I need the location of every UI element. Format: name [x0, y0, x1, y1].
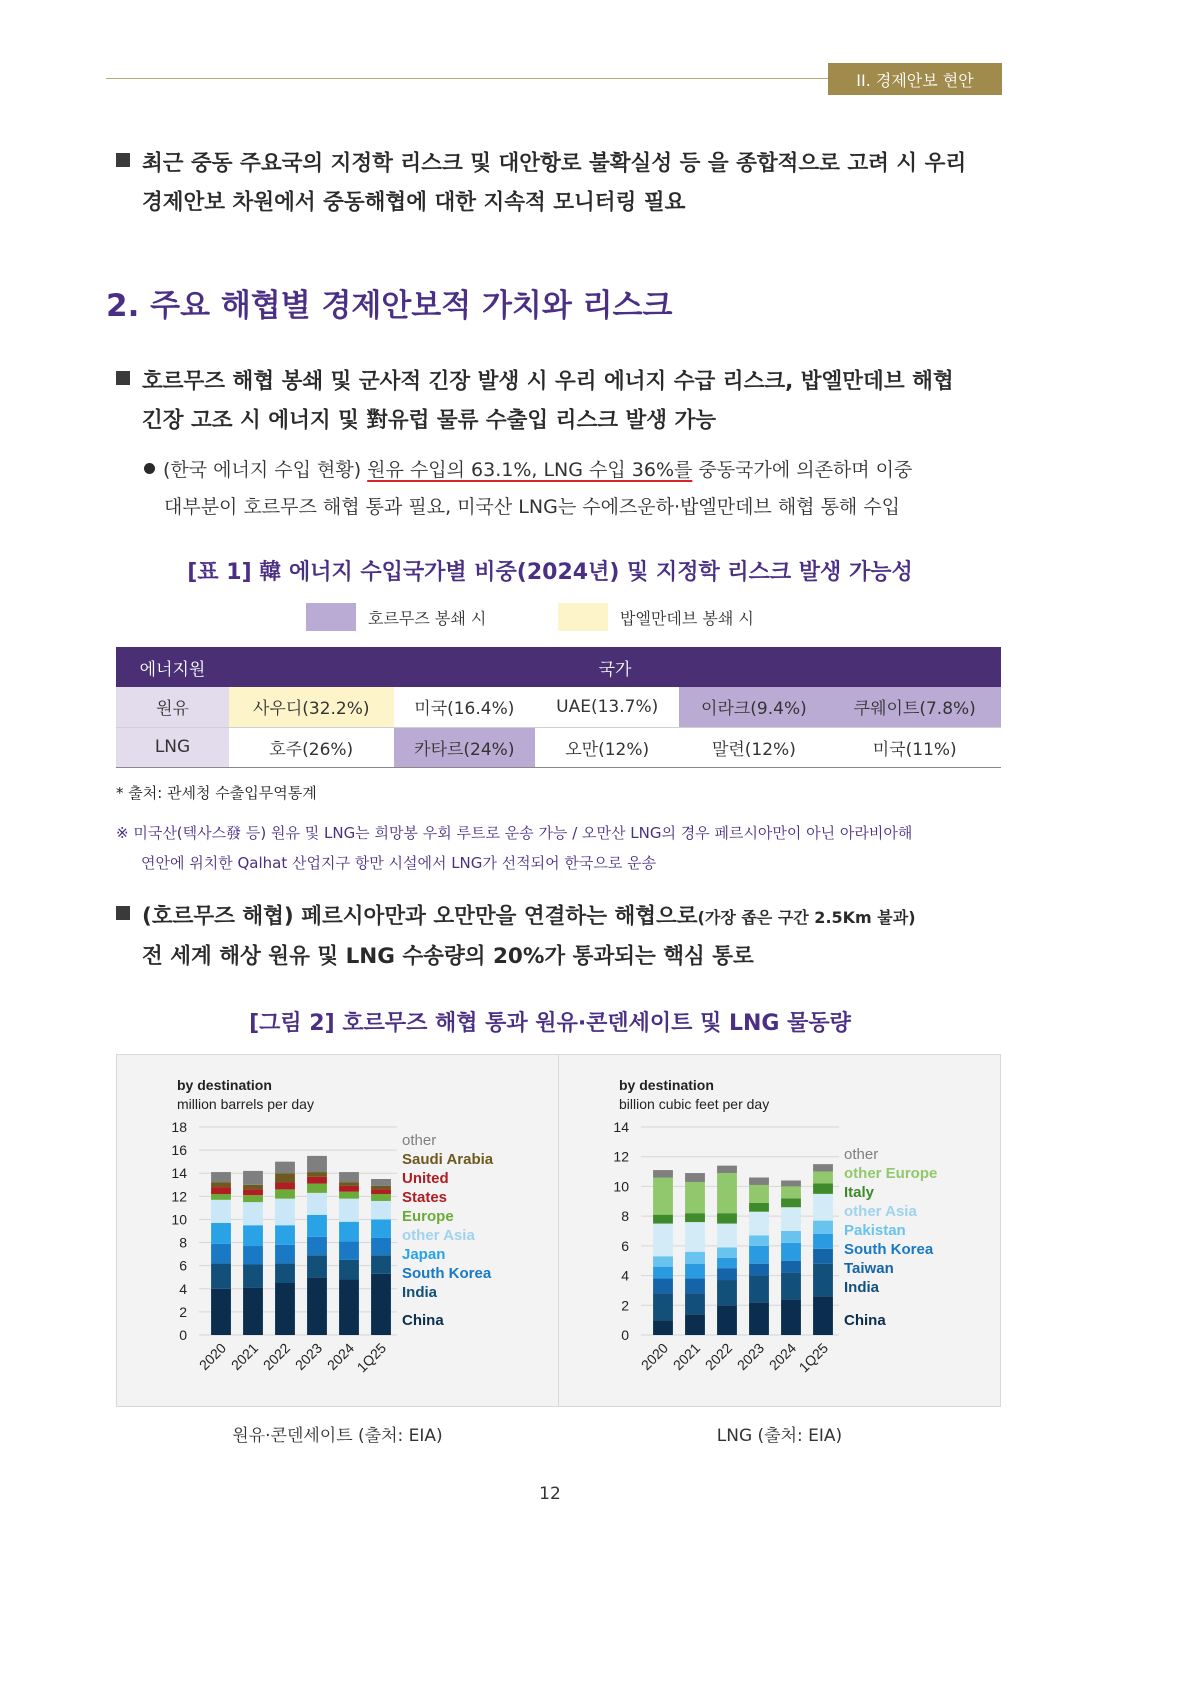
bullet-hormuz-strait: [116, 897, 1006, 976]
y-tick-label: 0: [621, 1327, 629, 1343]
bar-segment: [653, 1293, 673, 1320]
bar-segment: [653, 1256, 673, 1266]
bar-segment: [685, 1173, 705, 1182]
legend-swatch-hormuz: [306, 603, 356, 631]
y-tick-label: 12: [613, 1148, 629, 1165]
legend-label: Saudi Arabia: [402, 1151, 494, 1168]
bar-segment: [749, 1212, 769, 1236]
bar-segment: [781, 1186, 801, 1198]
bar-segment: [243, 1225, 263, 1246]
bar-segment: [813, 1249, 833, 1264]
lng-chart-panel: [558, 1054, 1001, 1407]
bar-segment: [371, 1238, 391, 1255]
legend-label: Taiwan: [844, 1260, 894, 1277]
bar-segment: [781, 1207, 801, 1231]
bar-segment: [781, 1198, 801, 1207]
bar-segment: [275, 1283, 295, 1335]
bar-segment: [749, 1302, 769, 1335]
bar-segment: [371, 1274, 391, 1335]
bar-segment: [307, 1156, 327, 1172]
header-rule: [106, 78, 828, 79]
remark-line-1: ※ 미국산(텍사스發 등) 원유 및 LNG는 희망봉 우회 루트로 운송 가능 / 오만산 LNG의 경우 페르시아만이 아닌 아라비아해: [116, 824, 913, 842]
dot-bullet-icon: [144, 463, 155, 474]
square-bullet-icon: [116, 906, 130, 920]
bar-segment: [243, 1171, 263, 1185]
bar-segment: [781, 1299, 801, 1335]
bar-segment: [211, 1289, 231, 1335]
bar-segment: [275, 1245, 295, 1263]
intro-line-2: 경제안보 차원에서 중동해협에 대한 지속적 모니터링 필요: [142, 190, 686, 215]
x-tick-label: 2022: [701, 1339, 736, 1374]
square-bullet-icon: [116, 371, 130, 385]
legend-label: India: [402, 1284, 438, 1301]
figure-caption: [그림 2] 호르무즈 해협 통과 원유·콘덴세이트 및 LNG 물동량: [249, 1011, 851, 1036]
bar-segment: [749, 1264, 769, 1276]
legend-label: Italy: [844, 1184, 875, 1201]
bar-segment: [749, 1203, 769, 1212]
bar-segment: [211, 1200, 231, 1223]
y-tick-label: 18: [171, 1119, 187, 1135]
bar-segment: [275, 1162, 295, 1174]
x-tick-label: 2024: [765, 1339, 800, 1374]
bar-segment: [339, 1222, 359, 1242]
sub1-underlined: 원유 수입의 63.1%, LNG 수입 36%를: [367, 459, 693, 481]
bar-segment: [685, 1182, 705, 1213]
bar-segment: [653, 1267, 673, 1279]
section-tag: II. 경제안보 현안: [828, 63, 1002, 95]
bar-segment: [749, 1276, 769, 1303]
bar-segment: [211, 1187, 231, 1194]
bar-segment: [749, 1185, 769, 1203]
y-tick-label: 6: [621, 1237, 629, 1254]
bar-segment: [371, 1179, 391, 1186]
bar-segment: [717, 1268, 737, 1280]
bar-segment: [653, 1320, 673, 1335]
y-tick-label: 10: [613, 1178, 629, 1195]
table-remark: [116, 818, 912, 878]
bar-segment: [275, 1225, 295, 1245]
legend-label-hormuz: 호르무즈 봉쇄 시: [368, 608, 487, 628]
bar-segment: [685, 1314, 705, 1335]
bar-segment: [371, 1255, 391, 1273]
bar-segment: [211, 1172, 231, 1182]
bar-segment: [813, 1264, 833, 1297]
row-header-source: 원유: [116, 687, 229, 727]
y-tick-label: 6: [179, 1257, 187, 1274]
bar-segment: [339, 1192, 359, 1199]
bullet2-line-2: 전 세계 해상 원유 및 LNG 수송량의 20%가 통과되는 핵심 통로: [142, 944, 754, 969]
bar-segment: [339, 1199, 359, 1222]
bar-segment: [749, 1235, 769, 1245]
table-cell-country: 미국(11%): [829, 727, 1001, 767]
legend-swatch-babelmandeb: [558, 603, 608, 631]
square-bullet-icon: [116, 153, 130, 167]
bar-segment: [243, 1265, 263, 1288]
bar-segment: [211, 1194, 231, 1200]
intro-paragraph: [116, 144, 1006, 222]
legend-babelmandeb: [558, 603, 754, 631]
bullet1-line-2: 긴장 고조 시 에너지 및 對유럽 물류 수출입 리스크 발생 가능: [142, 408, 717, 433]
sub1-suffix: 중동국가에 의존하며 이중: [692, 459, 913, 481]
legend-label: other: [844, 1146, 879, 1163]
legend-hormuz: [306, 603, 486, 631]
table-cell-country: 말련(12%): [679, 727, 828, 767]
lng-chart-caption: LNG (출처: EIA): [716, 1426, 843, 1446]
x-tick-label: 2023: [733, 1339, 768, 1374]
y-tick-label: 4: [179, 1280, 187, 1297]
legend-label: other Asia: [844, 1203, 917, 1220]
bar-segment: [717, 1224, 737, 1248]
y-tick-label: 14: [613, 1119, 629, 1135]
bar-segment: [339, 1280, 359, 1335]
col-header-source: 에너지원: [116, 647, 229, 687]
bar-segment: [339, 1172, 359, 1182]
legend-label: United: [402, 1170, 449, 1187]
y-tick-label: 8: [179, 1234, 187, 1251]
table-cell-country: 미국(16.4%): [394, 687, 536, 727]
table-cell-country: 오만(12%): [535, 727, 679, 767]
y-tick-label: 16: [171, 1142, 187, 1159]
bar-segment: [653, 1178, 673, 1215]
bar-segment: [813, 1172, 833, 1184]
x-tick-label: 1Q25: [795, 1339, 832, 1376]
bar-segment: [813, 1194, 833, 1221]
bar-segment: [371, 1219, 391, 1237]
bar-segment: [813, 1183, 833, 1193]
bullet-hormuz-risk: [116, 362, 1006, 440]
y-tick-label: 0: [179, 1327, 187, 1343]
bar-segment: [371, 1186, 391, 1189]
y-tick-label: 2: [621, 1297, 629, 1314]
bar-segment: [339, 1241, 359, 1259]
y-tick-label: 12: [171, 1188, 187, 1205]
sub1-prefix: (한국 에너지 수입 현황): [163, 459, 368, 481]
legend-label: other Asia: [402, 1227, 475, 1244]
bar-segment: [243, 1189, 263, 1195]
crude-oil-chart-panel: [116, 1054, 559, 1407]
bar-segment: [211, 1263, 231, 1288]
bar-segment: [243, 1195, 263, 1202]
intro-line-1: 최근 중동 주요국의 지정학 리스크 및 대안항로 불확실성 등 을 종합적으로 고려 시 우리: [142, 151, 967, 176]
page-number: 12: [539, 1484, 561, 1504]
bar-segment: [685, 1252, 705, 1264]
bar-segment: [243, 1288, 263, 1335]
bar-segment: [781, 1180, 801, 1186]
x-tick-label: 2023: [291, 1339, 326, 1374]
bar-segment: [275, 1263, 295, 1283]
sub1-line-2: 대부분이 호르무즈 해협 통과 필요, 미국산 LNG는 수에즈운하·밥엘만데브 해협 통해 수입: [164, 496, 901, 518]
sub-bullet-energy-import: [144, 452, 1006, 526]
bar-segment: [717, 1258, 737, 1268]
bar-segment: [211, 1182, 231, 1187]
bar-segment: [813, 1234, 833, 1249]
bar-segment: [275, 1173, 295, 1182]
bar-segment: [717, 1166, 737, 1173]
bullet2-line-1-small: (가장 좁은 구간 2.5Km 불과): [697, 908, 916, 927]
bar-segment: [717, 1280, 737, 1305]
bar-segment: [371, 1194, 391, 1201]
table-cell-country: 사우디(32.2%): [229, 687, 394, 727]
legend-label: China: [402, 1312, 444, 1329]
bar-segment: [371, 1189, 391, 1194]
table-row: [116, 687, 1001, 727]
bar-segment: [243, 1185, 263, 1190]
bar-segment: [307, 1177, 327, 1184]
bar-segment: [781, 1231, 801, 1243]
section-title: 2. 주요 해협별 경제안보적 가치와 리스크: [106, 288, 673, 324]
crude-oil-chart: [117, 1055, 558, 1406]
x-tick-label: 2020: [195, 1339, 230, 1374]
bar-segment: [339, 1186, 359, 1192]
table-cell-country: UAE(13.7%): [535, 687, 679, 727]
bar-segment: [275, 1189, 295, 1198]
table-source-note: * 출처: 관세청 수출입무역통계: [116, 784, 317, 802]
y-tick-label: 14: [171, 1165, 187, 1182]
bullet2-line-1-main: (호르무즈 해협) 페르시아만과 오만만을 연결하는 해협으로: [142, 904, 698, 929]
bar-segment: [653, 1170, 673, 1177]
table-cell-country: 카타르(24%): [394, 727, 536, 767]
bar-segment: [653, 1279, 673, 1294]
bar-segment: [211, 1223, 231, 1244]
bar-segment: [653, 1224, 673, 1257]
bar-segment: [307, 1172, 327, 1177]
x-tick-label: 1Q25: [353, 1339, 390, 1376]
table-caption: [표 1] 韓 에너지 수입국가별 비중(2024년) 및 지정학 리스크 발생 가능성: [187, 560, 913, 585]
table-cell-country: 호주(26%): [229, 727, 394, 767]
bar-segment: [781, 1261, 801, 1273]
crude-oil-chart-caption: 원유·콘덴세이트 (출처: EIA): [232, 1426, 443, 1446]
bar-segment: [307, 1184, 327, 1193]
x-tick-label: 2024: [323, 1339, 358, 1374]
x-tick-label: 2021: [669, 1339, 704, 1374]
bar-segment: [307, 1193, 327, 1215]
legend-label: other: [402, 1132, 437, 1149]
x-tick-label: 2020: [637, 1339, 672, 1374]
bar-segment: [685, 1293, 705, 1314]
bar-segment: [781, 1273, 801, 1300]
table-cell-country: 이라크(9.4%): [679, 687, 828, 727]
legend-label: Japan: [402, 1246, 446, 1263]
bar-segment: [685, 1264, 705, 1279]
y-tick-label: 10: [171, 1211, 187, 1228]
remark-line-2: 연안에 위치한 Qalhat 산업지구 항만 시설에서 LNG가 선적되어 한국으로 운송: [141, 854, 657, 872]
bar-segment: [275, 1182, 295, 1189]
bar-segment: [211, 1244, 231, 1264]
bar-segment: [813, 1296, 833, 1335]
legend-label: States: [402, 1189, 448, 1206]
chart-title: by destination: [619, 1077, 714, 1093]
legend-label: India: [844, 1279, 880, 1296]
bar-segment: [307, 1215, 327, 1237]
table-row: [116, 727, 1001, 767]
legend-label: Pakistan: [844, 1222, 906, 1239]
table-cell-country: 쿠웨이트(7.8%): [829, 687, 1001, 727]
row-header-source: LNG: [116, 727, 229, 767]
bar-segment: [717, 1305, 737, 1335]
bar-segment: [653, 1215, 673, 1224]
bar-segment: [243, 1246, 263, 1264]
bar-segment: [307, 1277, 327, 1335]
bar-segment: [781, 1243, 801, 1261]
energy-import-table: [116, 647, 1001, 768]
bar-segment: [813, 1164, 833, 1171]
bullet1-line-1: 호르무즈 해협 봉쇄 및 군사적 긴장 발생 시 우리 에너지 수급 리스크, 밥엘만데브 해협: [142, 369, 954, 394]
legend-label: other Europe: [844, 1165, 938, 1182]
bar-segment: [813, 1221, 833, 1234]
x-tick-label: 2022: [259, 1339, 294, 1374]
legend-label: Europe: [402, 1208, 454, 1225]
legend-label: China: [844, 1312, 886, 1329]
col-header-country: 국가: [229, 647, 1001, 687]
bar-segment: [371, 1201, 391, 1219]
bar-segment: [275, 1199, 295, 1226]
bar-segment: [339, 1182, 359, 1185]
bar-segment: [685, 1213, 705, 1222]
y-tick-label: 4: [621, 1267, 629, 1284]
bar-segment: [307, 1255, 327, 1277]
lng-chart: [559, 1055, 1000, 1406]
chart-subtitle: million barrels per day: [177, 1096, 314, 1112]
legend-label-babelmandeb: 밥엘만데브 봉쇄 시: [620, 608, 754, 628]
legend-label: South Korea: [844, 1241, 934, 1258]
bar-segment: [685, 1222, 705, 1252]
table-header-row: [116, 647, 1001, 687]
x-tick-label: 2021: [227, 1339, 262, 1374]
chart-title: by destination: [177, 1077, 272, 1093]
y-tick-label: 2: [179, 1303, 187, 1320]
bar-segment: [749, 1178, 769, 1185]
bar-segment: [717, 1173, 737, 1213]
bar-segment: [307, 1237, 327, 1255]
bar-segment: [717, 1213, 737, 1223]
legend-label: South Korea: [402, 1265, 492, 1282]
chart-subtitle: billion cubic feet per day: [619, 1096, 770, 1112]
bar-segment: [749, 1246, 769, 1264]
bar-segment: [243, 1202, 263, 1225]
bar-segment: [685, 1279, 705, 1294]
y-tick-label: 8: [621, 1208, 629, 1225]
bar-segment: [339, 1260, 359, 1280]
bar-segment: [717, 1247, 737, 1257]
